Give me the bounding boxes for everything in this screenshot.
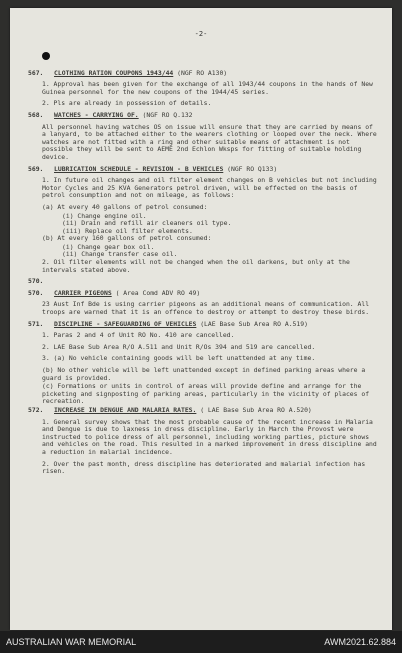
item-heading: CARRIER PIGEONS <box>54 288 112 297</box>
document-paragraph: 23 Aust Inf Bde is using carrier pigeons as an additional means of communication. All troops are warned that it is an offence to destroy or attempt to destroy these birds. <box>42 300 370 317</box>
document-paragraph: 3. (a) No vehicle containing goods will be left unattended at any time. <box>42 354 316 363</box>
footer-bar <box>0 631 402 653</box>
document-body <box>28 58 380 480</box>
item-heading: LUBRICATION SCHEDULE - REVISION - B VEHICLES <box>54 164 224 173</box>
document-paragraph: (ii) Drain and refill air cleaners oil type. <box>62 219 232 228</box>
item-heading: DISCIPLINE - SAFEGUARDING OF VEHICLES <box>54 319 197 328</box>
document-page <box>10 8 392 630</box>
item-number: 569. <box>28 164 44 173</box>
document-paragraph: 2. Over the past month, dress discipline has deteriorated and malarial infection has risen. <box>42 459 366 476</box>
item-number: 567. <box>28 68 44 77</box>
document-paragraph: 1. Approval has been given for the exchange of all 1943/44 coupons in the hands of New Guinea personnel for the new coupons of the 1944/45 series. <box>42 80 373 96</box>
item-heading: INCREASE IN DENGUE AND MALARIA RATES. <box>54 405 197 414</box>
document-paragraph <box>28 278 380 286</box>
document-paragraph <box>28 290 380 298</box>
document-paragraph <box>28 407 380 415</box>
document-paragraph: 2. Pls are already in possession of details. <box>42 99 212 108</box>
document-paragraph: All personnel having watches OS on issue will ensure that they are carried by means of a lanyard, to be attached either to the wearers clothing or looped over the neck. Where watches are not fitted with a ring and other suitable means of attachment is not possible they will be sent to AEME 2nd Echlon Wksps for fitting of suitable holding device. <box>42 122 377 161</box>
document-paragraph: (b) No other vehicle will be left unattended except in defined parking areas where a guard is provided. <box>42 366 366 382</box>
document-paragraph: (a) At every 40 gallons of petrol consumed: <box>42 202 208 211</box>
document-paragraph: (ii) Change transfer case oil. <box>62 250 178 259</box>
item-heading: WATCHES - CARRYING OF. <box>54 110 139 119</box>
document-paragraph <box>28 58 380 66</box>
page-number: -2- <box>194 30 208 38</box>
item-reference: (NGF RO Q.132 <box>138 110 193 119</box>
document-paragraph <box>28 166 380 174</box>
document-paragraph: (i) Change gear box oil. <box>62 242 155 251</box>
item-reference: (NGF RO Q133) <box>223 164 278 173</box>
document-paragraph: 2. Oil filter elements will not be changed when the oil darkens, but only at the intervals stated above. <box>42 258 350 274</box>
document-paragraph: 2. LAE Base Sub Area R/O A.511 and Unit R/Os 394 and 519 are cancelled. <box>42 342 316 351</box>
document-paragraph <box>28 70 380 78</box>
item-reference: (LAE Base Sub Area RO A.519) <box>196 319 308 328</box>
document-paragraph: (i) Change engine oil. <box>62 211 147 220</box>
item-number: 570. <box>28 288 44 297</box>
item-heading: CLOTHING RATION COUPONS 1943/44 <box>54 68 174 77</box>
item-reference: ( Area Comd ADV RO 49) <box>111 288 201 297</box>
item-reference: ( LAE Base Sub Area RO A.520) <box>196 405 312 414</box>
document-paragraph: (iii) Replace oil filter elements. <box>62 226 193 235</box>
document-paragraph <box>28 112 380 120</box>
item-number: 570. <box>28 277 44 286</box>
document-paragraph: (b) At every 160 gallons of petrol consumed: <box>42 234 212 243</box>
document-paragraph <box>28 321 380 329</box>
footer-institution: AUSTRALIAN WAR MEMORIAL <box>6 637 137 647</box>
document-paragraph: 1. General survey shows that the most probable cause of the recent increase in Malaria and Dengue is due to laxness in dress discipline. Early in March the Provost were instructed to police dress of all personnel, including working parties, picture shows and vehicles on the road. This resulted in a marked improvement in dress discipline and a reduction in malarial incidence. <box>42 417 377 456</box>
item-reference: (NGF RO A130) <box>173 68 228 77</box>
item-number: 571. <box>28 319 44 328</box>
document-paragraph: 1. In future oil changes and oil filter element changes on B vehicles but not including Motor Cycles and 25 KVA Generators petrol driven, will be effected on the basis of petrol consumption and not on mileage, as follows: <box>42 176 377 200</box>
item-number: 568. <box>28 110 44 119</box>
footer-catalog-id: AWM2021.62.884 <box>324 637 396 647</box>
item-number: 572. <box>28 405 44 414</box>
document-paragraph: (c) Formations or units in control of areas will provide define and arrange for the picketing and signposting of parking areas, particularly in the vicinity of places of recreation. <box>42 382 370 406</box>
document-paragraph: 1. Paras 2 and 4 of Unit RO No. 410 are cancelled. <box>42 331 235 340</box>
